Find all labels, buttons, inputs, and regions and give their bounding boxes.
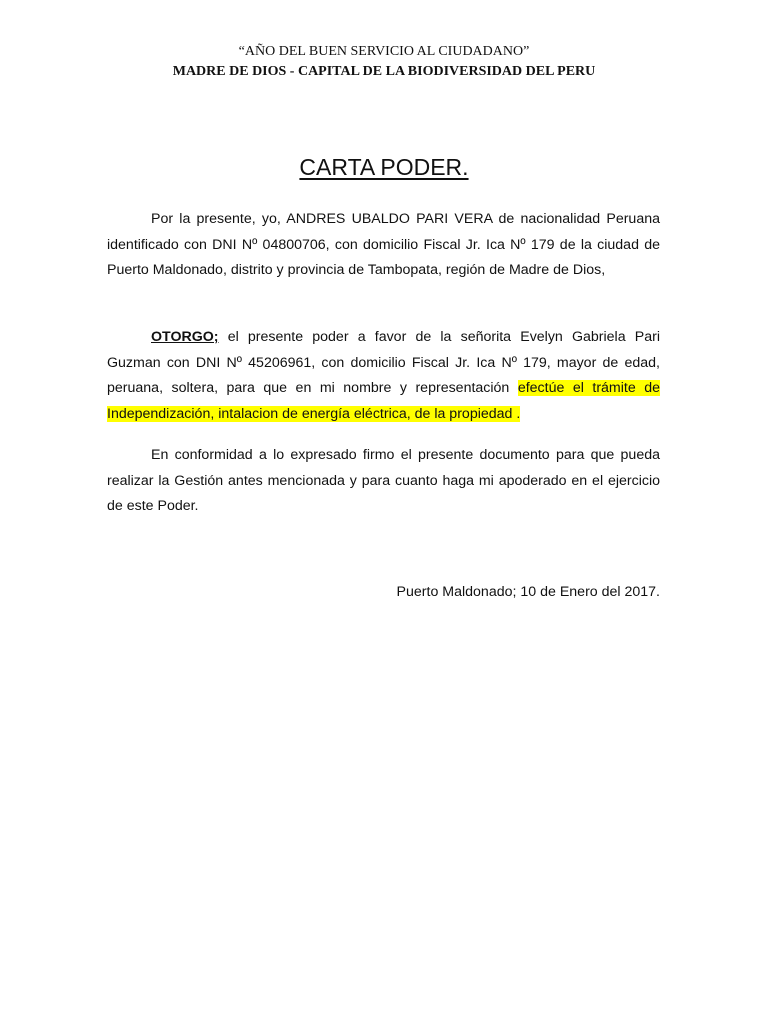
place-and-date: Puerto Maldonado; 10 de Enero del 2017. [396, 584, 660, 600]
highlighted-purpose: efectúe el trámite de Independización, intalacion de energía eléctrica, de la propiedad . [107, 380, 660, 422]
paragraph-grantor [107, 207, 660, 284]
paragraph-grantor-text: Por la presente, yo, ANDRES UBALDO PARI VERA de nacionalidad Peruana identificado con DNI Nº 04800706, con domicilio Fiscal Jr. Ica Nº 179 de la ciudad de Puerto Maldonado, distrito y provincia de Tambopata, región de Madre de Dios, [107, 211, 660, 278]
header-region-slogan: MADRE DE DIOS - CAPITAL DE LA BIODIVERSIDAD DEL PERU [172, 64, 596, 79]
paragraph-conformity [107, 443, 660, 520]
paragraph-conformity-text: En conformidad a lo expresado firmo el presente documento para que pueda realizar la Gestión antes mencionada y para cuanto haga mi apoderado en el ejercicio de este Poder. [107, 447, 660, 514]
document-title: CARTA PODER. [299, 154, 469, 180]
grant-keyword: OTORGO; [151, 329, 219, 345]
paragraph-grant-text: el presente poder a favor de la señorita Evelyn Gabriela Pari Guzman con DNI Nº 45206961, con domicilio Fiscal Jr. Ica Nº 179, mayor de edad, peruana, soltera, para que en mi nombre y representación [107, 329, 660, 396]
header-motto: “AÑO DEL BUEN SERVICIO AL CIUDADANO” [238, 44, 530, 59]
paragraph-grant [107, 325, 660, 427]
